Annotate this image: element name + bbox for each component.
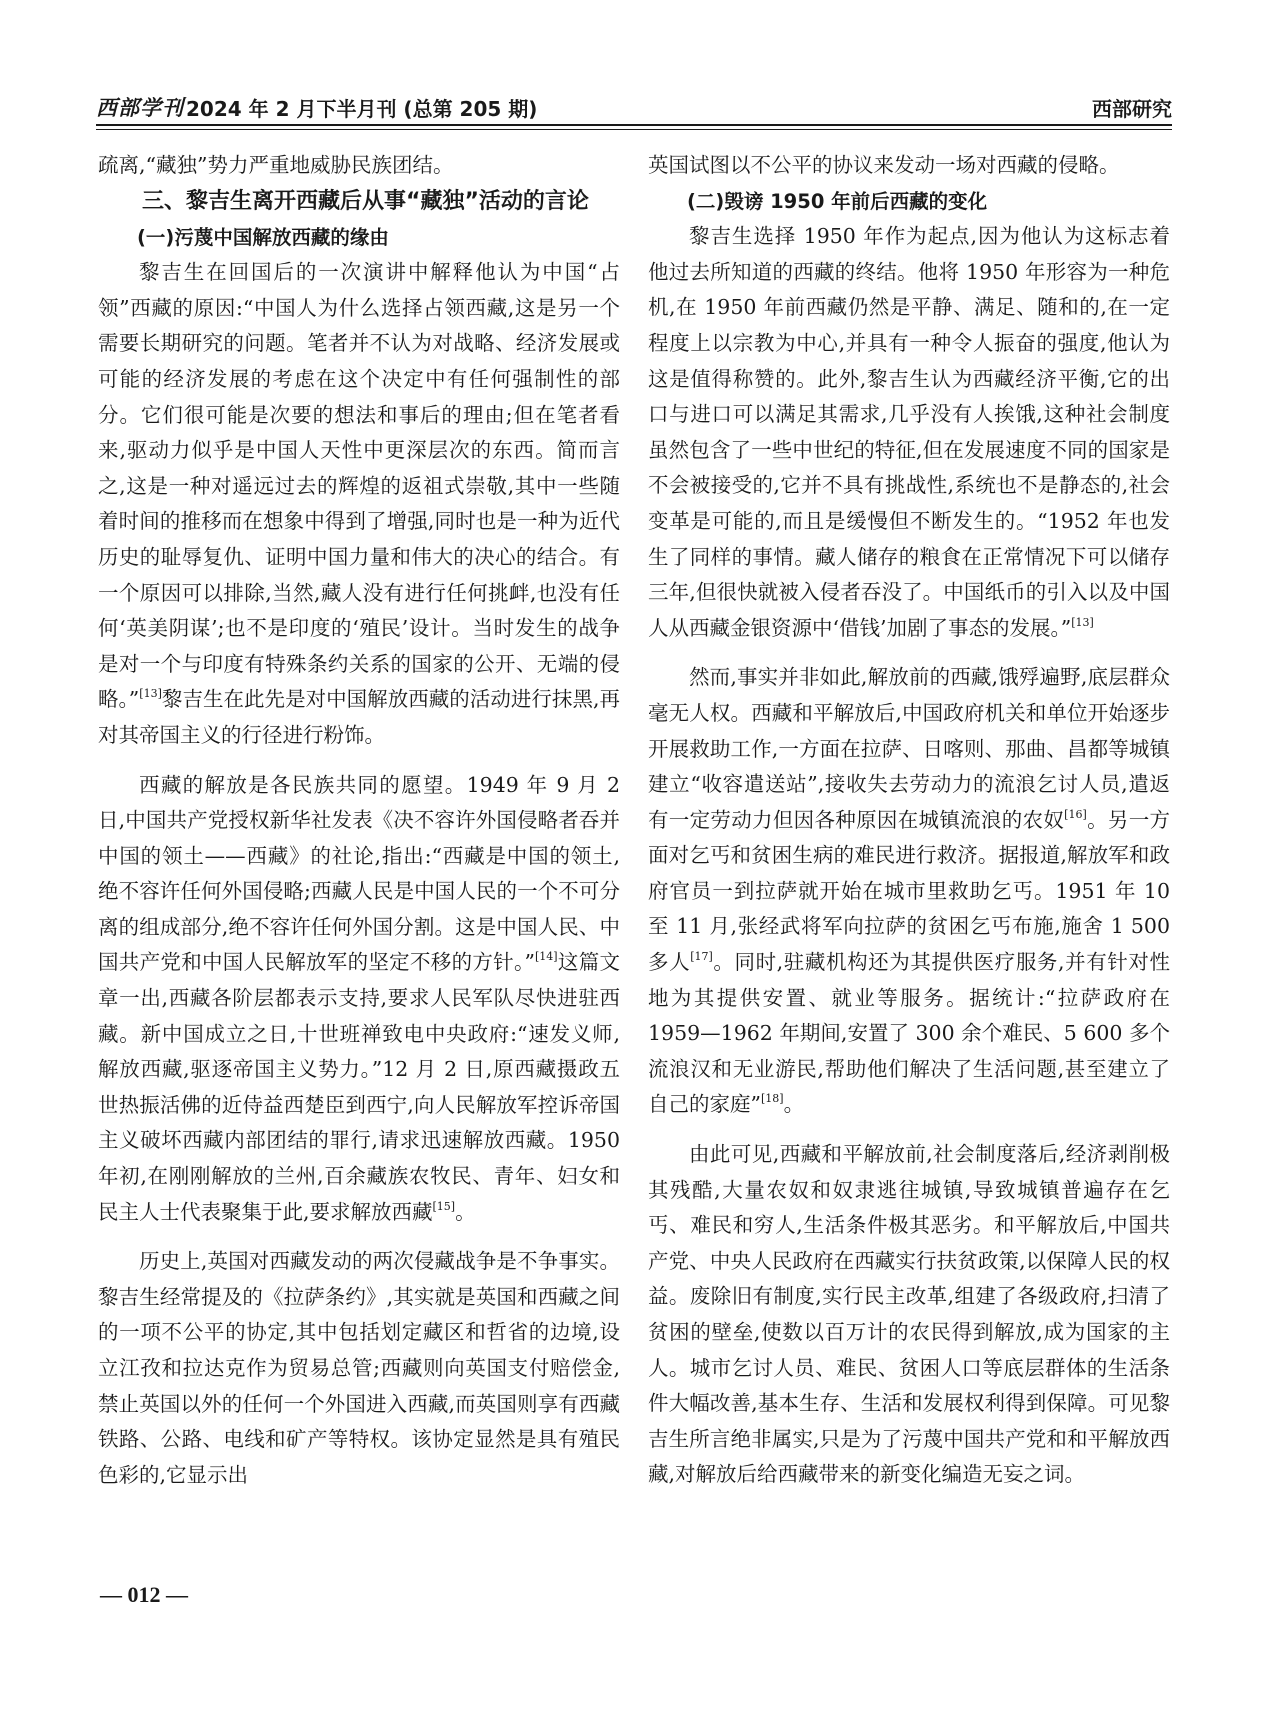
header-rule-thin — [96, 129, 1172, 130]
paragraph: 疏离,“藏独”势力严重地威胁民族团结。 — [98, 153, 454, 177]
left-column — [98, 148, 620, 1493]
citation: [16] — [1064, 807, 1087, 821]
paragraph — [648, 660, 1170, 1123]
paragraph — [98, 255, 620, 753]
paragraph-text: 黎吉生在回国后的一次演讲中解释他认为中国“占领”西藏的原因:“中国人为什么选择占领西藏,这是另一个需要长期研究的问题。笔者并不认为对战略、经济发展或可能的经济发展的考虑在这个决定中有任何强制性的部分。它们很可能是次要的想法和事后的理由;但在笔者看来,驱动力似乎是中国人天性中更深层次的东西。简而言之,这是一种对遥远过去的辉煌的返祖式崇敬,其中一些随着时间的推移而在想象中得到了增强,同时也是一种为近代历史的耻辱复仇、证明中国力量和伟大的决心的结合。有一个原因可以排除,当然,藏人没有进行任何挑衅,也没有任何‘英美阴谋’;也不是印度的‘殖民’设计。当时发生的战争是对一个与印度有特殊条约关系的国家的公开、无端的侵略。” — [98, 260, 620, 712]
header-rule — [96, 124, 1172, 126]
citation: [18] — [760, 1092, 784, 1106]
paragraph-text: 。另一方面对乞丐和贫困生病的难民进行救济。据报道,解放军和政府官员一到拉萨就开始在城市里救助乞丐。1951 年 10 至 11 月,张经武将军向拉萨的贫困乞丐布施,施舍 1 500 多人 — [648, 807, 1170, 975]
paragraph — [648, 219, 1170, 646]
subsection-heading: (一)污蔑中国解放西藏的缘由 — [137, 225, 389, 249]
paragraph-text: 黎吉生选择 1950 年作为起点,因为他认为这标志着他过去所知道的西藏的终结。他将 1950 年形容为一种危机,在 1950 年前西藏仍然是平静、满足、随和的,在一定程度上以宗教为中心,并具有一种令人振奋的强度,他认为这是值得称赞的。此外,黎吉生认为西藏经济平衡,它的出口与进口可以满足其需求,几乎没有人挨饿,这种社会制度虽然包含了一些中世纪的特征,但在发展速度不同的国家是不会被接受的,它并不具有挑战性,系统也不是静态的,社会变革是可能的,而且是缓慢但不断发生的。“1952 年也发生了同样的事情。藏人储存的粮食在正常情况下可以储存三年,但很快就被入侵者吞没了。中国纸币的引入以及中国人从西藏金银资源中‘借钱’加剧了事态的发展。” — [648, 224, 1170, 640]
right-column — [648, 148, 1170, 1493]
citation: [13] — [139, 687, 162, 701]
paragraph: 英国试图以不公平的协议来发动一场对西藏的侵略。 — [648, 153, 1120, 177]
paragraph-text: 西藏的解放是各民族共同的愿望。1949 年 9 月 2 日,中国共产党授权新华社发表《决不容许外国侵略者吞并中国的领土——西藏》的社论,指出:“西藏是中国的领土,绝不容许任何外国侵略;西藏人民是中国人民的一个不可分离的组成部分,绝不容许任何外国分割。这是中国人民、中国共产党和中国人民解放军的坚定不移的方针。” — [98, 772, 620, 975]
paragraph-text: 这篇文章一出,西藏各阶层都表示支持,要求人民军队尽快进驻西藏。新中国成立之日,十世班禅致电中央政府:“速发义师,解放西藏,驱逐帝国主义势力。”12 月 2 日,原西藏摄政五世热振活佛的近侍益西楚臣到西宁,向人民解放军控诉帝国主义破坏西藏内部团结的罪行,请求迅速解放西藏。1950 年初,在刚刚解放的兰州,百余藏族农牧民、青年、妇女和民主人士代表聚集于此,要求解放西藏 — [98, 950, 621, 1224]
page-number: — 012 — — [100, 1582, 188, 1607]
paragraph-text: 。同时,驻藏机构还为其提供医疗服务,并有针对性地为其提供安置、就业等服务。据统计:“拉萨政府在 1959—1962 年期间,安置了 300 余个难民、5 600 多个流浪汉和无业游民,帮助他们解决了生活问题,甚至建立了自己的家庭” — [648, 950, 1170, 1117]
citation: [13] — [1071, 615, 1094, 629]
journal-logo: 西部学刊 — [96, 95, 184, 120]
citation: [15] — [432, 1199, 456, 1213]
issue-info: 2024 年 2 月下半月刊 (总第 205 期) — [186, 96, 538, 121]
running-header — [96, 92, 1172, 122]
section-name: 西部研究 — [1092, 96, 1172, 121]
paragraph: 历史上,英国对西藏发动的两次侵藏战争是不争事实。黎吉生经常提及的《拉萨条约》,其实就是英国和西藏之间的一项不公平的协定,其中包括划定藏区和哲省的边境,设立江孜和拉达克作为贸易总管;西藏则向英国支付赔偿金,禁止英国以外的任何一个外国进入西藏,而英国则享有西藏铁路、公路、电线和矿产等特权。该协定显然是具有殖民色彩的,它显示出 — [98, 1249, 620, 1487]
paragraph: 由此可见,西藏和平解放前,社会制度落后,经济剥削极其残酷,大量农奴和奴隶逃往城镇,导致城镇普遍存在乞丐、难民和穷人,生活条件极其恶劣。和平解放后,中国共产党、中央人民政府在西藏实行扶贫政策,以保障人民的权益。废除旧有制度,实行民主改革,组建了各级政府,扫清了贫困的壁垒,使数以百万计的农民得到解放,成为国家的主人。城市乞讨人员、难民、贫困人口等底层群体的生活条件大幅改善,基本生存、生活和发展权利得到保障。可见黎吉生所言绝非属实,只是为了污蔑中国共产党和和平解放西藏,对解放后给西藏带来的新变化编造无妄之词。 — [648, 1142, 1170, 1487]
section-heading: 三、黎吉生离开西藏后从事“藏独”活动的言论 — [142, 188, 589, 214]
paragraph-text: 。 — [783, 1092, 805, 1117]
paragraph-text: 。 — [455, 1199, 476, 1224]
paragraph-text: 黎吉生在此先是对中国解放西藏的活动进行抹黑,再对其帝国主义的行径进行粉饰。 — [98, 687, 621, 747]
paragraph — [98, 768, 620, 1231]
subsection-heading: (二)毁谤 1950 年前后西藏的变化 — [687, 189, 988, 213]
paragraph-text: 然而,事实并非如此,解放前的西藏,饿殍遍野,底层群众毫无人权。西藏和平解放后,中国政府机关和单位开始逐步开展救助工作,一方面在拉萨、日喀则、那曲、昌都等城镇建立“收容遣送站”,接收失去劳动力的流浪乞讨人员,遣返有一定劳动力但因各种原因在城镇流浪的农奴 — [648, 665, 1170, 832]
header-left — [96, 92, 537, 122]
citation: [14] — [535, 950, 558, 964]
citation: [17] — [690, 950, 713, 964]
